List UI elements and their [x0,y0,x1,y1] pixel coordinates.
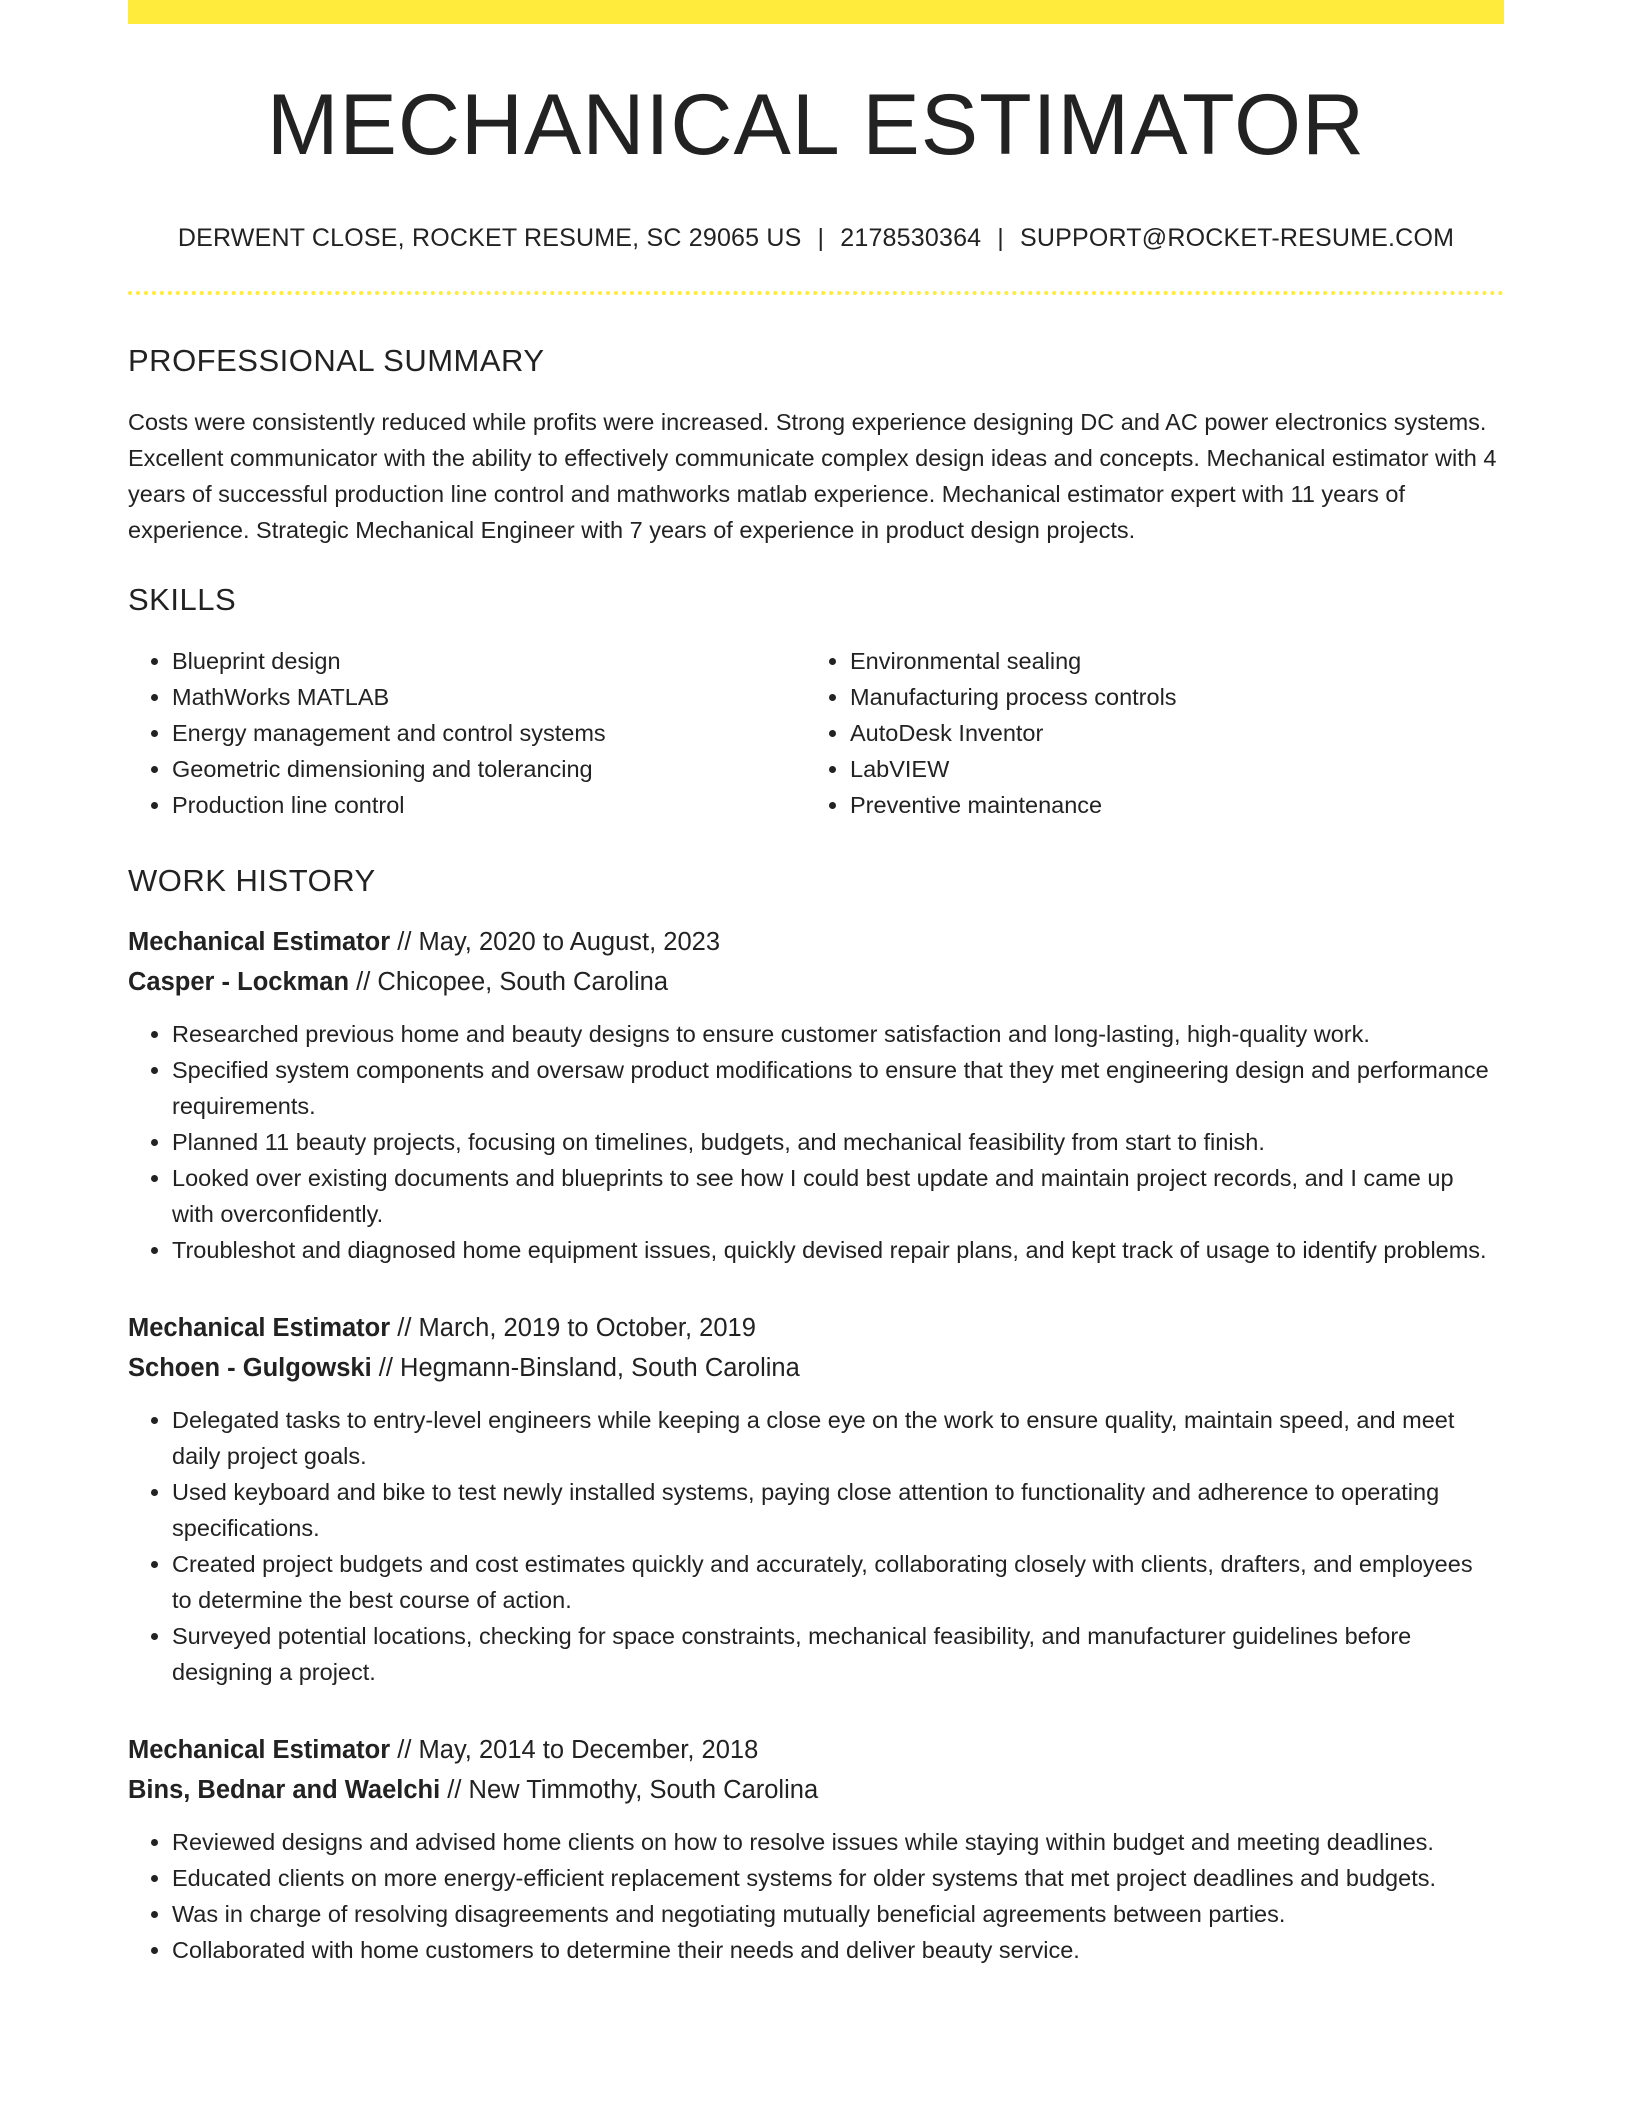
job-bullet: • Researched previous home and beauty designs to ensure customer satisfaction and long-lasting, high-quality work. [172,1016,1504,1052]
skill-item: • Environmental sealing [850,643,1504,679]
skill-item: • Manufacturing process controls [850,679,1504,715]
contact-phone: 2178530364 [840,224,982,252]
job-location: // New Timmothy, South Carolina [447,1776,819,1804]
job-bullet: • Was in charge of resolving disagreements and negotiating mutually beneficial agreements between parties. [172,1896,1504,1932]
skill-item: • Geometric dimensioning and tolerancing [172,751,806,787]
job-bullet: • Troubleshot and diagnosed home equipment issues, quickly devised repair plans, and kept track of usage to identify problems. [172,1232,1504,1268]
resume-page [128,0,1504,1968]
contact-separator: | [817,224,825,252]
job-bullet: • Looked over existing documents and blueprints to see how I could best update and maintain project records, and I came up with overconfidently. [172,1160,1504,1232]
skills-heading: SKILLS [128,582,237,617]
top-accent-bar [128,0,1504,24]
job-company: Schoen - Gulgowski [128,1354,372,1382]
summary-heading: PROFESSIONAL SUMMARY [128,343,545,378]
contact-address: DERWENT CLOSE, ROCKET RESUME, SC 29065 US [177,224,802,252]
job-dates: // May, 2014 to December, 2018 [397,1736,759,1764]
job-bullet: • Surveyed potential locations, checking for space constraints, mechanical feasibility, and manufacturer guidelines before designing a project. [172,1618,1504,1690]
job-title-line [128,1730,1504,1770]
resume-name: MECHANICAL ESTIMATOR [266,77,1366,173]
job-company: Bins, Bednar and Waelchi [128,1776,441,1804]
dotted-divider [128,291,1504,295]
job-title-line [128,1308,1504,1348]
job-role: Mechanical Estimator [128,1736,391,1764]
work-history-heading: WORK HISTORY [128,863,376,898]
skill-item: • Energy management and control systems [172,715,806,751]
skill-item: • LabVIEW [850,751,1504,787]
summary-text: Costs were consistently reduced while profits were increased. Strong experience designing DC and AC power electronics systems. Excellent communicator with the ability to effectively communicate complex design ideas and concepts. Mechanical estimator with 4 years of successful production line control and mathworks matlab experience. Mechanical estimator expert with 11 years of experience. Strategic Mechanical Engineer with 7 years of experience in product design projects. [128,409,1497,543]
skill-item: • MathWorks MATLAB [172,679,806,715]
job-entry [128,922,1504,1268]
job-title-line [128,922,1504,962]
job-bullet: • Planned 11 beauty projects, focusing on timelines, budgets, and mechanical feasibility from start to finish. [172,1124,1504,1160]
job-role: Mechanical Estimator [128,928,391,956]
job-company-line [128,1348,1504,1388]
job-company-line [128,962,1504,1002]
job-entry [128,1730,1504,1968]
skill-item: • Blueprint design [172,643,806,679]
job-dates: // March, 2019 to October, 2019 [397,1314,756,1342]
job-bullet: • Specified system components and oversaw product modifications to ensure that they met engineering design and performance requirements. [172,1052,1504,1124]
job-bullet: • Educated clients on more energy-efficient replacement systems for older systems that met project deadlines and budgets. [172,1860,1504,1896]
contact-separator: | [997,224,1004,252]
job-bullet: • Reviewed designs and advised home clients on how to resolve issues while staying within budget and meeting deadlines. [172,1824,1504,1860]
job-location: // Chicopee, South Carolina [356,968,669,996]
job-bullet: • Collaborated with home customers to determine their needs and deliver beauty service. [172,1932,1504,1968]
contact-line [128,226,1504,251]
job-company-line [128,1770,1504,1810]
job-bullets [128,1402,1504,1690]
skill-item: • Production line control [172,787,806,823]
contact-email[interactable]: SUPPORT@ROCKET-RESUME.COM [1019,224,1455,252]
job-bullet: • Used keyboard and bike to test newly installed systems, paying close attention to functionality and adherence to operating specifications. [172,1474,1504,1546]
job-location: // Hegmann-Binsland, South Carolina [378,1354,800,1382]
job-bullets [128,1824,1504,1968]
skill-item: • Preventive maintenance [850,787,1504,823]
job-dates: // May, 2020 to August, 2023 [397,928,721,956]
job-role: Mechanical Estimator [128,1314,391,1342]
job-bullet: • Created project budgets and cost estimates quickly and accurately, collaborating closely with clients, drafters, and employees to determine the best course of action. [172,1546,1504,1618]
job-bullet: • Delegated tasks to entry-level engineers while keeping a close eye on the work to ensure quality, maintain speed, and meet daily project goals. [172,1402,1504,1474]
skills-column-left [128,643,806,823]
skills-column-right [806,643,1504,823]
skills-list [128,643,1504,823]
job-bullets [128,1016,1504,1268]
job-entry [128,1308,1504,1690]
job-company: Casper - Lockman [128,968,350,996]
skill-item: • AutoDesk Inventor [850,715,1504,751]
